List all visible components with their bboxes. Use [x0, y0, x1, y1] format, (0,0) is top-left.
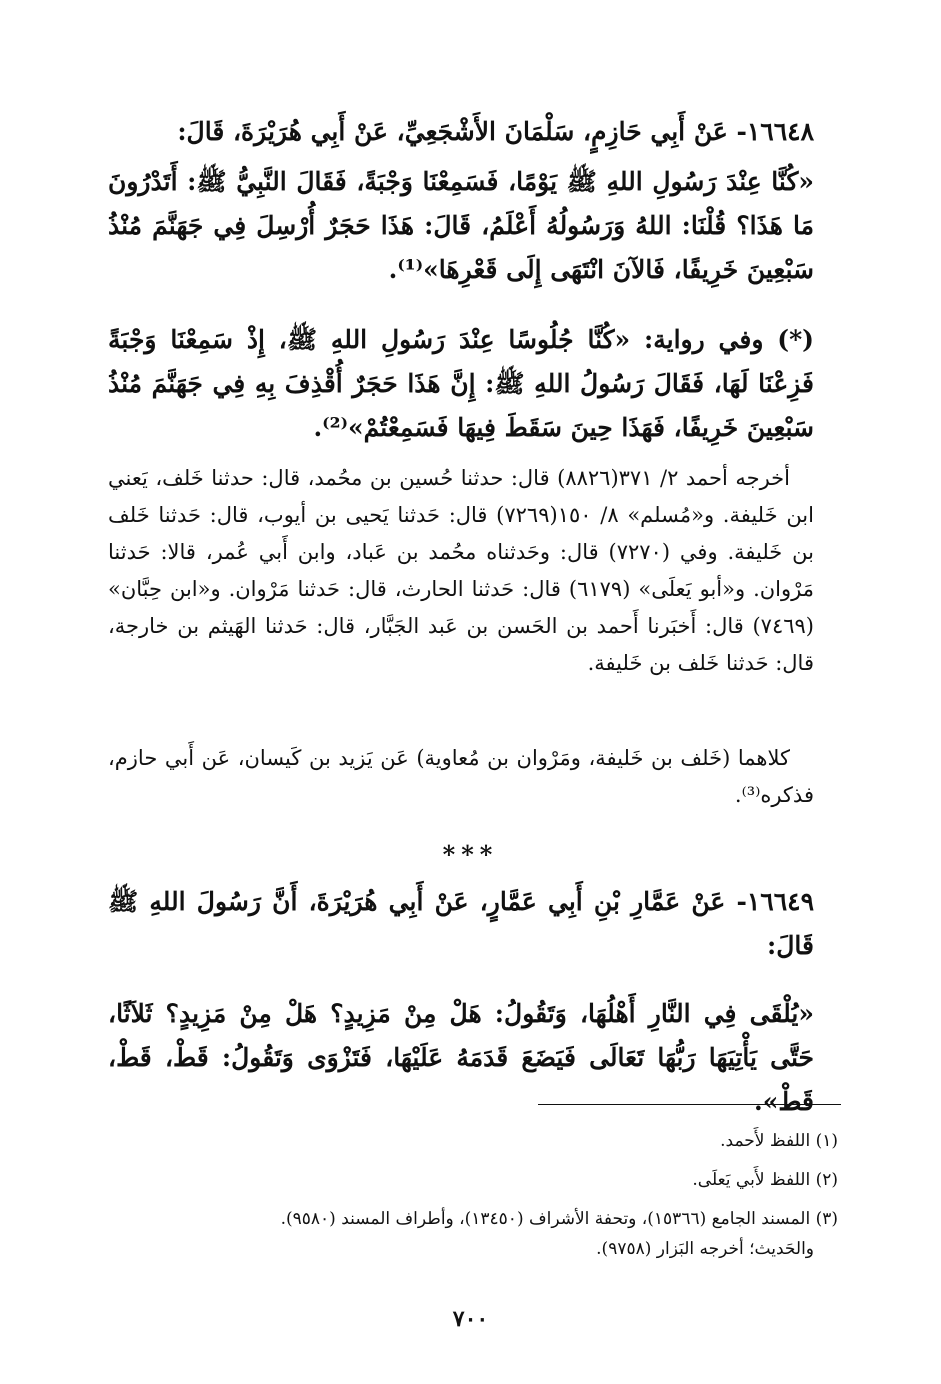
footnote-1: (١) اللفظ لأَحمد.	[720, 1131, 838, 1151]
section-separator: ***	[442, 840, 499, 869]
hadith-16649-heading: ١٦٦٤٩- عَنْ عَمَّارِ بْنِ أَبِي عَمَّارٍ، عَنْ أَبِي هُرَيْرَةَ، أَنَّ رَسُولَ اللهِ ﷺ قَالَ:	[108, 887, 814, 960]
hadith-16648-heading: ١٦٦٤٨- عَنْ أَبِي حَازِمٍ، سَلْمَانَ الأَشْجَعِيِّ، عَنْ أَبِي هُرَيْرَةَ، قَالَ:	[177, 117, 814, 146]
page-number: ٧٠٠	[452, 1306, 489, 1332]
footnote-2: (٢) اللفظ لأَبي يَعلَى.	[692, 1170, 838, 1190]
hadith-16649-text: «يُلْقَى فِي النَّارِ أَهْلُهَا، وَتَقُولُ: هَلْ مِنْ مَزِيدٍ؟ هَلْ مِنْ مَزِيدٍ؟ ثَلاَثًا، حَتَّى يَأْتِيَهَا رَبُّهَا تَعَالَى فَيَضَعَ قَدَمَهُ عَلَيْهَا، فَتَزْوَى وَتَقُولُ: قَطْ، قَطْ، قَطْ».	[108, 999, 814, 1116]
hadith-16648-takhrij: أخرجه أحمد ٢/ ٣٧١(٨٨٢٦) قال: حدثنا حُسين بن محُمد، قال: حدثنا خَلف، يَعني ابن خَليفة. و«مُسلم» ٨/ ١٥٠(٧٢٦٩) قال: حَدثنا يَحيى بن أيوب، قال: حَدثنا خَلف بن خَليفة. وفي (٧٢٧٠) قال: وحَدثناه محُمد بن عَباد، وابن أَبي عُمر، قالا: حَدثنا مَرْوان. و«أبو يَعلَى» (٦١٧٩) قال: حَدثنا الحارث، قال: حَدثنا مَرْوان. و«ابن حِبَّان» (٧٤٦٩) قال: أَخبَرنا أَحمد بن الحَسن بن عَبد الجَبَّار، قال: حَدثنا الهَيثم بن خارجة، قال: حَدثنا خَلف بن خَليفة.	[108, 466, 814, 675]
footnote-3: (٣) المسند الجامع (١٥٣٦٦)، وتحفة الأشراف (١٣٤٥٠)، وأطراف المسند (٩٥٨٠).	[280, 1209, 838, 1229]
hadith-16648-summary: كلاهما (خَلف بن خَليفة، ومَرْوان بن مُعاوية) عَن يَزيد بن كَيسان، عَن أَبي حازم، فذكره⁽³⁾.	[108, 746, 814, 807]
footnote-divider	[538, 1104, 841, 1105]
hadith-16648-riwaya: (*) وفي رواية: «كُنَّا جُلُوسًا عِنْدَ رَسُولِ اللهِ ﷺ، إِذْ سَمِعْنَا وَجْبَةً فَزِعْنَا لَهَا، فَقَالَ رَسُولُ اللهِ ﷺ: إِنَّ هَذَا حَجَرٌ أُقْذِفَ بِهِ فِي جَهَنَّمَ مُنْذُ سَبْعِينَ خَرِيفًا، فَهَذَا حِينَ سَقَطَ فِيهَا فَسَمِعْتُمْ»⁽²⁾.	[108, 325, 814, 442]
footnote-3-continued: والحَديث؛ أخرجه البَزار (٩٧٥٨).	[596, 1239, 814, 1259]
footnotes	[108, 1128, 838, 1275]
hadith-16648-text: «كُنَّا عِنْدَ رَسُولِ اللهِ ﷺ يَوْمًا، فَسَمِعْنَا وَجْبَةً، فَقَالَ النَّبِيُّ ﷺ: أَتَدْرُونَ مَا هَذَا؟ قُلْنَا: اللهُ وَرَسُولُهُ أَعْلَمُ، قَالَ: هَذَا حَجَرٌ أُرْسِلَ فِي جَهَنَّمَ مُنْذُ سَبْعِينَ خَرِيفًا، فَالآنَ انْتَهَى إِلَى قَعْرِهَا»⁽¹⁾.	[108, 167, 814, 284]
